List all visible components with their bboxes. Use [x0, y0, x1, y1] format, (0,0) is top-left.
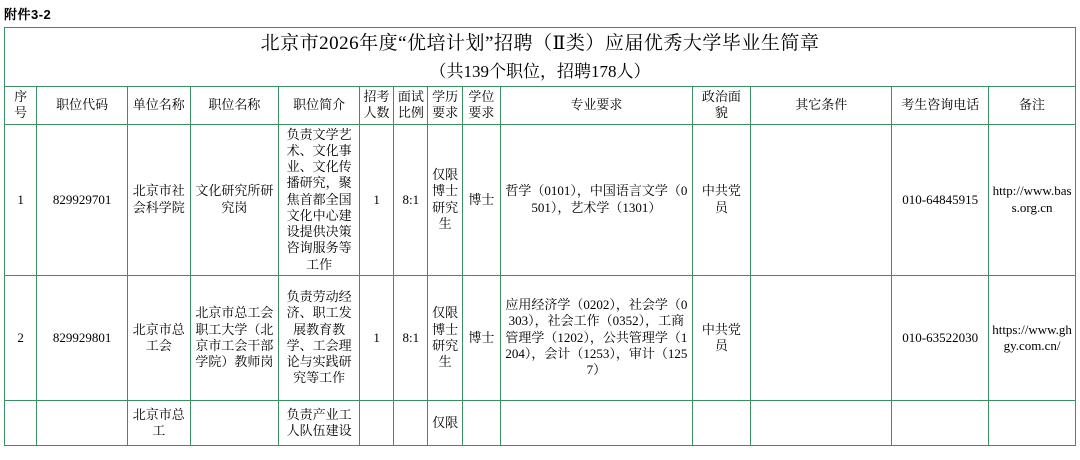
cell-position-name: 北京市总工会职工大学（北京市工会干部学院）教师岗	[190, 275, 279, 400]
header-interview-ratio: 面试比例	[394, 87, 428, 125]
cell-remark: https://www.ghgy.com.cn/	[989, 275, 1076, 400]
cell-position-code: 829929801	[37, 275, 128, 400]
header-other-conditions: 其它条件	[751, 87, 892, 125]
cell-count	[359, 400, 393, 445]
header-position-intro: 职位简介	[279, 87, 360, 125]
page-title: 北京市2026年度“优培计划”招聘（Ⅱ类）应届优秀大学毕业生简章	[260, 33, 820, 54]
cell-major	[501, 400, 693, 445]
cell-position-intro: 负责产业工人队伍建设	[279, 400, 360, 445]
cell-other-conditions	[751, 400, 892, 445]
page-subtitle: （共139个职位，招聘178人）	[429, 61, 651, 81]
cell-interview-ratio: 8:1	[394, 124, 428, 275]
cell-unit-name: 北京市社会科学院	[128, 124, 191, 275]
title-row	[5, 28, 1076, 87]
cell-other-conditions	[751, 275, 892, 400]
cell-degree	[462, 400, 500, 445]
cell-other-conditions	[751, 124, 892, 275]
header-political-status: 政治面貌	[692, 87, 750, 125]
header-unit-name: 单位名称	[128, 87, 191, 125]
cell-political-status: 中共党员	[692, 124, 750, 275]
cell-position-code	[37, 400, 128, 445]
cell-position-code: 829929701	[37, 124, 128, 275]
cell-seq: 2	[5, 275, 37, 400]
attachment-label: 附件3-2	[4, 7, 52, 22]
cell-position-intro: 负责劳动经济、职工发展教育教学、工会理论与实践研究等工作	[279, 275, 360, 400]
cell-position-name: 文化研究所研究岗	[190, 124, 279, 275]
cell-unit-name: 北京市总工	[128, 400, 191, 445]
cell-seq: 1	[5, 124, 37, 275]
header-remark: 备注	[989, 87, 1076, 125]
cell-political-status: 中共党员	[692, 275, 750, 400]
cell-interview-ratio: 8:1	[394, 275, 428, 400]
cell-consult-phone: 010-64845915	[892, 124, 989, 275]
recruitment-table	[4, 27, 1076, 446]
cell-unit-name: 北京市总工会	[128, 275, 191, 400]
cell-major: 哲学（0101），中国语言文学（0501），艺术学（1301）	[501, 124, 693, 275]
cell-education: 仅限博士研究生	[428, 275, 462, 400]
cell-education: 仅限	[428, 400, 462, 445]
header-seq: 序号	[5, 87, 37, 125]
header-major: 专业要求	[501, 87, 693, 125]
cell-count: 1	[359, 124, 393, 275]
table-row	[5, 400, 1076, 445]
header-position-name: 职位名称	[190, 87, 279, 125]
header-position-code: 职位代码	[37, 87, 128, 125]
cell-education: 仅限博士研究生	[428, 124, 462, 275]
cell-consult-phone: 010-63522030	[892, 275, 989, 400]
header-degree: 学位要求	[462, 87, 500, 125]
table-row	[5, 275, 1076, 400]
header-consult-phone: 考生咨询电话	[892, 87, 989, 125]
cell-seq	[5, 400, 37, 445]
cell-remark: http://www.bass.org.cn	[989, 124, 1076, 275]
cell-position-intro: 负责文学艺术、文化事业、文化传播研究，聚焦首都全国文化中心建设提供决策咨询服务等工作	[279, 124, 360, 275]
cell-position-name	[190, 400, 279, 445]
cell-degree: 博士	[462, 275, 500, 400]
document-title-cell	[5, 28, 1076, 87]
cell-remark	[989, 400, 1076, 445]
cell-interview-ratio	[394, 400, 428, 445]
table-row	[5, 124, 1076, 275]
cell-degree: 博士	[462, 124, 500, 275]
cell-consult-phone	[892, 400, 989, 445]
header-count: 招考人数	[359, 87, 393, 125]
cell-major: 应用经济学（0202），社会学（0303），社会工作（0352），工商管理学（1202），公共管理学（1204），会计（1253），审计（1257）	[501, 275, 693, 400]
cell-political-status	[692, 400, 750, 445]
cell-count: 1	[359, 275, 393, 400]
table-header-row	[5, 87, 1076, 125]
header-education: 学历要求	[428, 87, 462, 125]
